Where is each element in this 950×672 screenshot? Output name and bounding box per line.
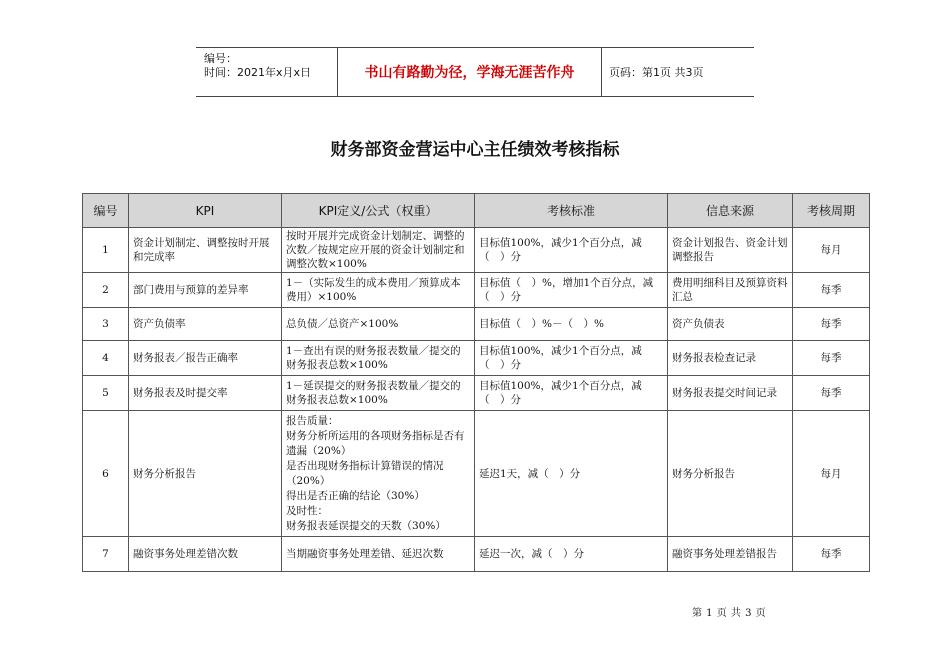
row-kpi: 财务报表及时提交率: [129, 376, 282, 411]
row-definition: 1－（实际发生的成本费用／预算成本费用）×100%: [282, 273, 475, 308]
row-source: 资产负债表: [668, 308, 793, 341]
table-row: [83, 273, 870, 308]
header-source: 信息来源: [668, 194, 793, 228]
definition-line: 及时性：: [286, 504, 328, 517]
row-standard: 延迟1天，减（ ）分: [475, 411, 668, 537]
number-label: 编号：: [204, 52, 237, 65]
header-kpi: KPI: [129, 194, 282, 228]
row-standard: 目标值（ ）%，增加1个百分点，减（ ）分: [475, 273, 668, 308]
definition-line: 是否出现财务指标计算错误的情况（20%）: [286, 459, 444, 487]
row-standard: 延迟一次，减（ ）分: [475, 537, 668, 572]
document-title: 财务部资金营运中心主任绩效考核指标: [330, 140, 620, 160]
row-source: 财务分析报告: [668, 411, 793, 537]
row-standard: 目标值100%，减少1个百分点，减（ ）分: [475, 376, 668, 411]
row-number: 5: [83, 376, 129, 411]
row-definition: 当期融资事务处理差错、延迟次数: [282, 537, 475, 572]
row-kpi: 财务报表／报告正确率: [129, 341, 282, 376]
row-period: 每季: [793, 537, 870, 572]
header-period: 考核周期: [793, 194, 870, 228]
definition-line: 得出是否正确的结论（30%）: [286, 489, 425, 502]
row-kpi: 资产负债率: [129, 308, 282, 341]
row-standard: 目标值100%，减少1个百分点，减（ ）分: [475, 341, 668, 376]
row-definition: [282, 411, 475, 537]
header-motto: 书山有路勤为径，学海无涯苦作舟: [338, 48, 602, 96]
header-number: 编号: [83, 194, 129, 228]
row-source: 财务报表提交时间记录: [668, 376, 793, 411]
table-row: [83, 228, 870, 273]
row-source: 费用明细科目及预算资料汇总: [668, 273, 793, 308]
row-definition: 1－查出有误的财务报表数量／提交的财务报表总数×100%: [282, 341, 475, 376]
row-source: 财务报表检查记录: [668, 341, 793, 376]
header-info: [196, 48, 338, 96]
row-number: 1: [83, 228, 129, 273]
table-row: [83, 341, 870, 376]
row-definition: 总负债／总资产×100%: [282, 308, 475, 341]
row-period: 每季: [793, 273, 870, 308]
row-period: 每季: [793, 308, 870, 341]
row-number: 3: [83, 308, 129, 341]
row-source: 融资事务处理差错报告: [668, 537, 793, 572]
definition-line: 财务分析所运用的各项财务指标是否有遗漏（20%）: [286, 429, 465, 457]
row-period: 每季: [793, 341, 870, 376]
table-row: [83, 411, 870, 537]
row-kpi: 融资事务处理差错次数: [129, 537, 282, 572]
header-standard: 考核标准: [475, 194, 668, 228]
row-definition: 按时开展并完成资金计划制定、调整的次数／按规定应开展的资金计划制定和调整次数×100%: [282, 228, 475, 273]
page-header: [196, 47, 754, 97]
row-period: 每月: [793, 411, 870, 537]
table-row: [83, 376, 870, 411]
header-page-label: 页码：第1页 共3页: [609, 66, 704, 79]
table-header-row: [83, 194, 870, 228]
row-number: 6: [83, 411, 129, 537]
kpi-table: [82, 193, 870, 572]
table-row: [83, 308, 870, 341]
row-kpi: 财务分析报告: [129, 411, 282, 537]
table-row: [83, 537, 870, 572]
row-number: 2: [83, 273, 129, 308]
row-kpi: 部门费用与预算的差异率: [129, 273, 282, 308]
definition-line: 报告质量：: [286, 414, 339, 427]
row-kpi: 资金计划制定、调整按时开展和完成率: [129, 228, 282, 273]
definition-line: 财务报表延误提交的天数（30%）: [286, 519, 446, 532]
row-standard: 目标值100%，减少1个百分点，减（ ）分: [475, 228, 668, 273]
row-period: 每月: [793, 228, 870, 273]
row-number: 7: [83, 537, 129, 572]
header-definition: KPI定义/公式（权重）: [282, 194, 475, 228]
page-footer: 第 1 页 共 3 页: [692, 608, 767, 619]
time-label: 时间：2021年x月x日: [204, 66, 312, 79]
row-number: 4: [83, 341, 129, 376]
row-standard: 目标值（ ）%－（ ）%: [475, 308, 668, 341]
row-source: 资金计划报告、资金计划调整报告: [668, 228, 793, 273]
row-definition: 1－延误提交的财务报表数量／提交的财务报表总数×100%: [282, 376, 475, 411]
row-period: 每季: [793, 376, 870, 411]
